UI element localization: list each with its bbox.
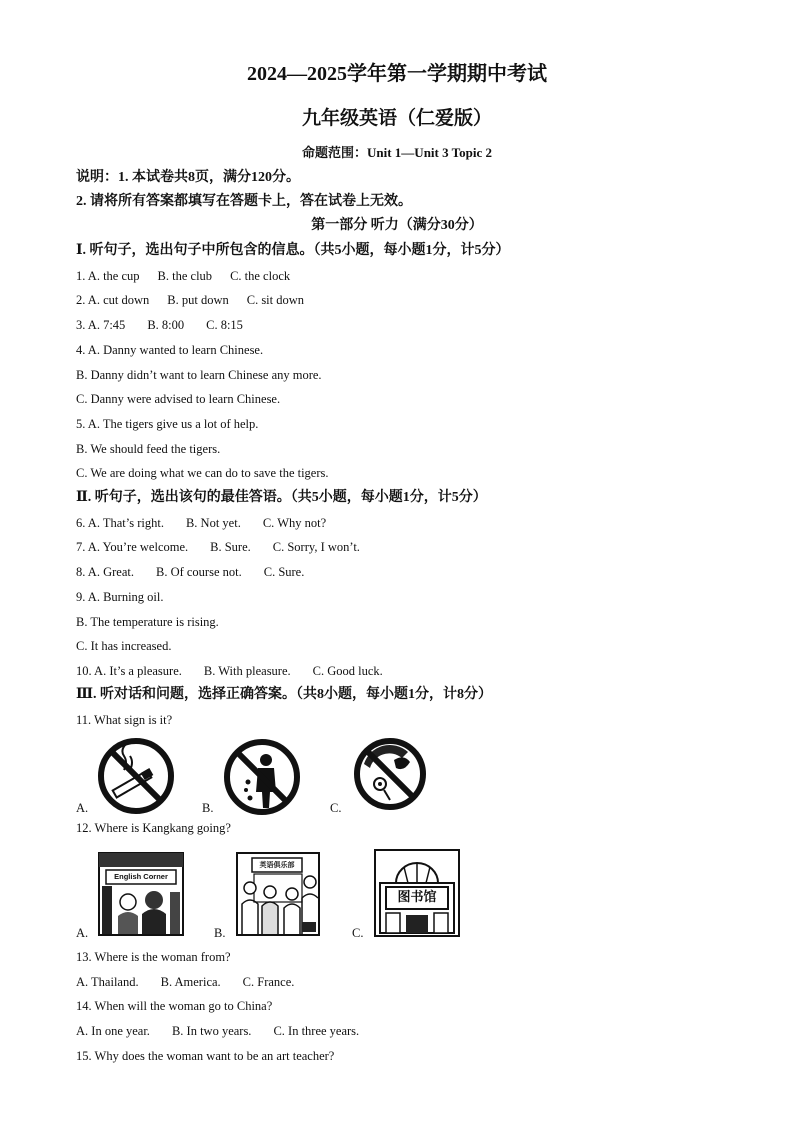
q13-option-b: B. America.: [160, 975, 221, 989]
english-corner-sign: English Corner: [114, 872, 168, 881]
q1-option-b: B. the club: [157, 269, 213, 283]
q14-option-b: B. In two years.: [171, 1024, 252, 1038]
question-2: [76, 292, 304, 308]
q8-option-a: 8. A. Great.: [76, 565, 134, 579]
part-heading: 第一部分 听力（满分30分）: [311, 218, 483, 233]
q7-option-b: B. Sure.: [210, 540, 251, 554]
q9-option-a: 9. A. Burning oil.: [76, 590, 164, 604]
q11-label-b: B.: [202, 801, 214, 815]
exam-title: 2024—2025学年第一学期期中考试: [247, 63, 547, 85]
note-1: 说明：1. 本试卷共8页，满分120分。: [76, 170, 300, 185]
q8-option-b: B. Of course not.: [155, 565, 242, 579]
q4-option-c: C. Danny were advised to learn Chinese.: [76, 392, 281, 406]
q11-label-a: A.: [76, 801, 89, 815]
section-1-heading: Ⅰ. 听句子，选出句子中所包含的信息。（共5小题，每小题1分，计5分）: [76, 243, 510, 258]
q13-option-a: A. Thailand.: [76, 975, 139, 989]
q12-stem: 12. Where is Kangkang going?: [76, 821, 231, 835]
q1-option-a: 1. A. the cup: [76, 269, 140, 283]
no-littering-icon: [222, 738, 302, 816]
q5-option-c: C. We are doing what we can do to save the tigers.: [76, 466, 329, 480]
q5-option-a: 5. A. The tigers give us a lot of help.: [76, 417, 259, 431]
q3-option-c: C. 8:15: [206, 318, 243, 332]
q9-option-c: C. It has increased.: [76, 639, 172, 653]
q5-option-b: B. We should feed the tigers.: [76, 442, 221, 456]
q6-option-c: C. Why not?: [262, 516, 327, 530]
english-club-sign: 英语俱乐部: [259, 861, 295, 869]
q15-stem: 15. Why does the woman want to be an art teacher?: [76, 1049, 335, 1063]
note-2: 2. 请将所有答案都填写在答题卡上，答在试卷上无效。: [76, 194, 412, 209]
q11-stem: 11. What sign is it?: [76, 713, 173, 727]
section-2-heading: Ⅱ. 听句子，选出该句的最佳答语。（共5小题，每小题1分，计5分）: [76, 490, 487, 505]
q12-label-c: C.: [352, 926, 364, 940]
q3-option-a: 3. A. 7:45: [76, 318, 126, 332]
no-picking-flowers-icon: [350, 738, 430, 810]
q14-option-c: C. In three years.: [273, 1024, 360, 1038]
english-corner-picture: [98, 852, 184, 936]
q9-option-b: B. The temperature is rising.: [76, 615, 219, 629]
q13-option-c: C. France.: [242, 975, 295, 989]
q4-option-a: 4. A. Danny wanted to learn Chinese.: [76, 343, 264, 357]
question-8: [76, 564, 304, 580]
library-picture: [374, 849, 460, 937]
section-3-heading: Ⅲ. 听对话和问题，选择正确答案。（共8小题，每小题1分，计8分）: [76, 687, 493, 702]
exam-subtitle: 九年级英语（仁爱版）: [301, 108, 492, 129]
question-14-options: [76, 1023, 359, 1039]
q2-option-c: C. sit down: [246, 293, 305, 307]
q6-option-b: B. Not yet.: [185, 516, 241, 530]
question-7: [76, 539, 360, 555]
q4-option-b: B. Danny didn’t want to learn Chinese any more.: [76, 368, 322, 382]
q2-option-a: 2. A. cut down: [76, 293, 150, 307]
q12-label-b: B.: [214, 926, 226, 940]
q7-option-c: C. Sorry, I won’t.: [272, 540, 360, 554]
q14-stem: 14. When will the woman go to China?: [76, 999, 273, 1013]
q10-option-a: 10. A. It’s a pleasure.: [76, 664, 182, 678]
question-10: [76, 663, 383, 679]
no-smoking-icon: [96, 736, 176, 816]
q2-option-b: B. put down: [167, 293, 229, 307]
question-6: [76, 515, 326, 531]
q10-option-b: B. With pleasure.: [203, 664, 291, 678]
q11-label-c: C.: [330, 801, 342, 815]
english-club-picture: [236, 852, 320, 936]
q1-option-c: C. the clock: [230, 269, 291, 283]
q10-option-c: C. Good luck.: [312, 664, 383, 678]
q13-stem: 13. Where is the woman from?: [76, 950, 231, 964]
q14-option-a: A. In one year.: [76, 1024, 150, 1038]
exam-scope: 命题范围：Unit 1—Unit 3 Topic 2: [302, 145, 492, 160]
question-1: [76, 268, 290, 284]
q7-option-a: 7. A. You’re welcome.: [76, 540, 189, 554]
q8-option-c: C. Sure.: [263, 565, 305, 579]
q12-label-a: A.: [76, 926, 89, 940]
library-sign: 图书馆: [397, 890, 437, 905]
question-3: [76, 317, 243, 333]
q3-option-b: B. 8:00: [147, 318, 185, 332]
q6-option-a: 6. A. That’s right.: [76, 516, 164, 530]
question-13-options: [76, 974, 294, 990]
